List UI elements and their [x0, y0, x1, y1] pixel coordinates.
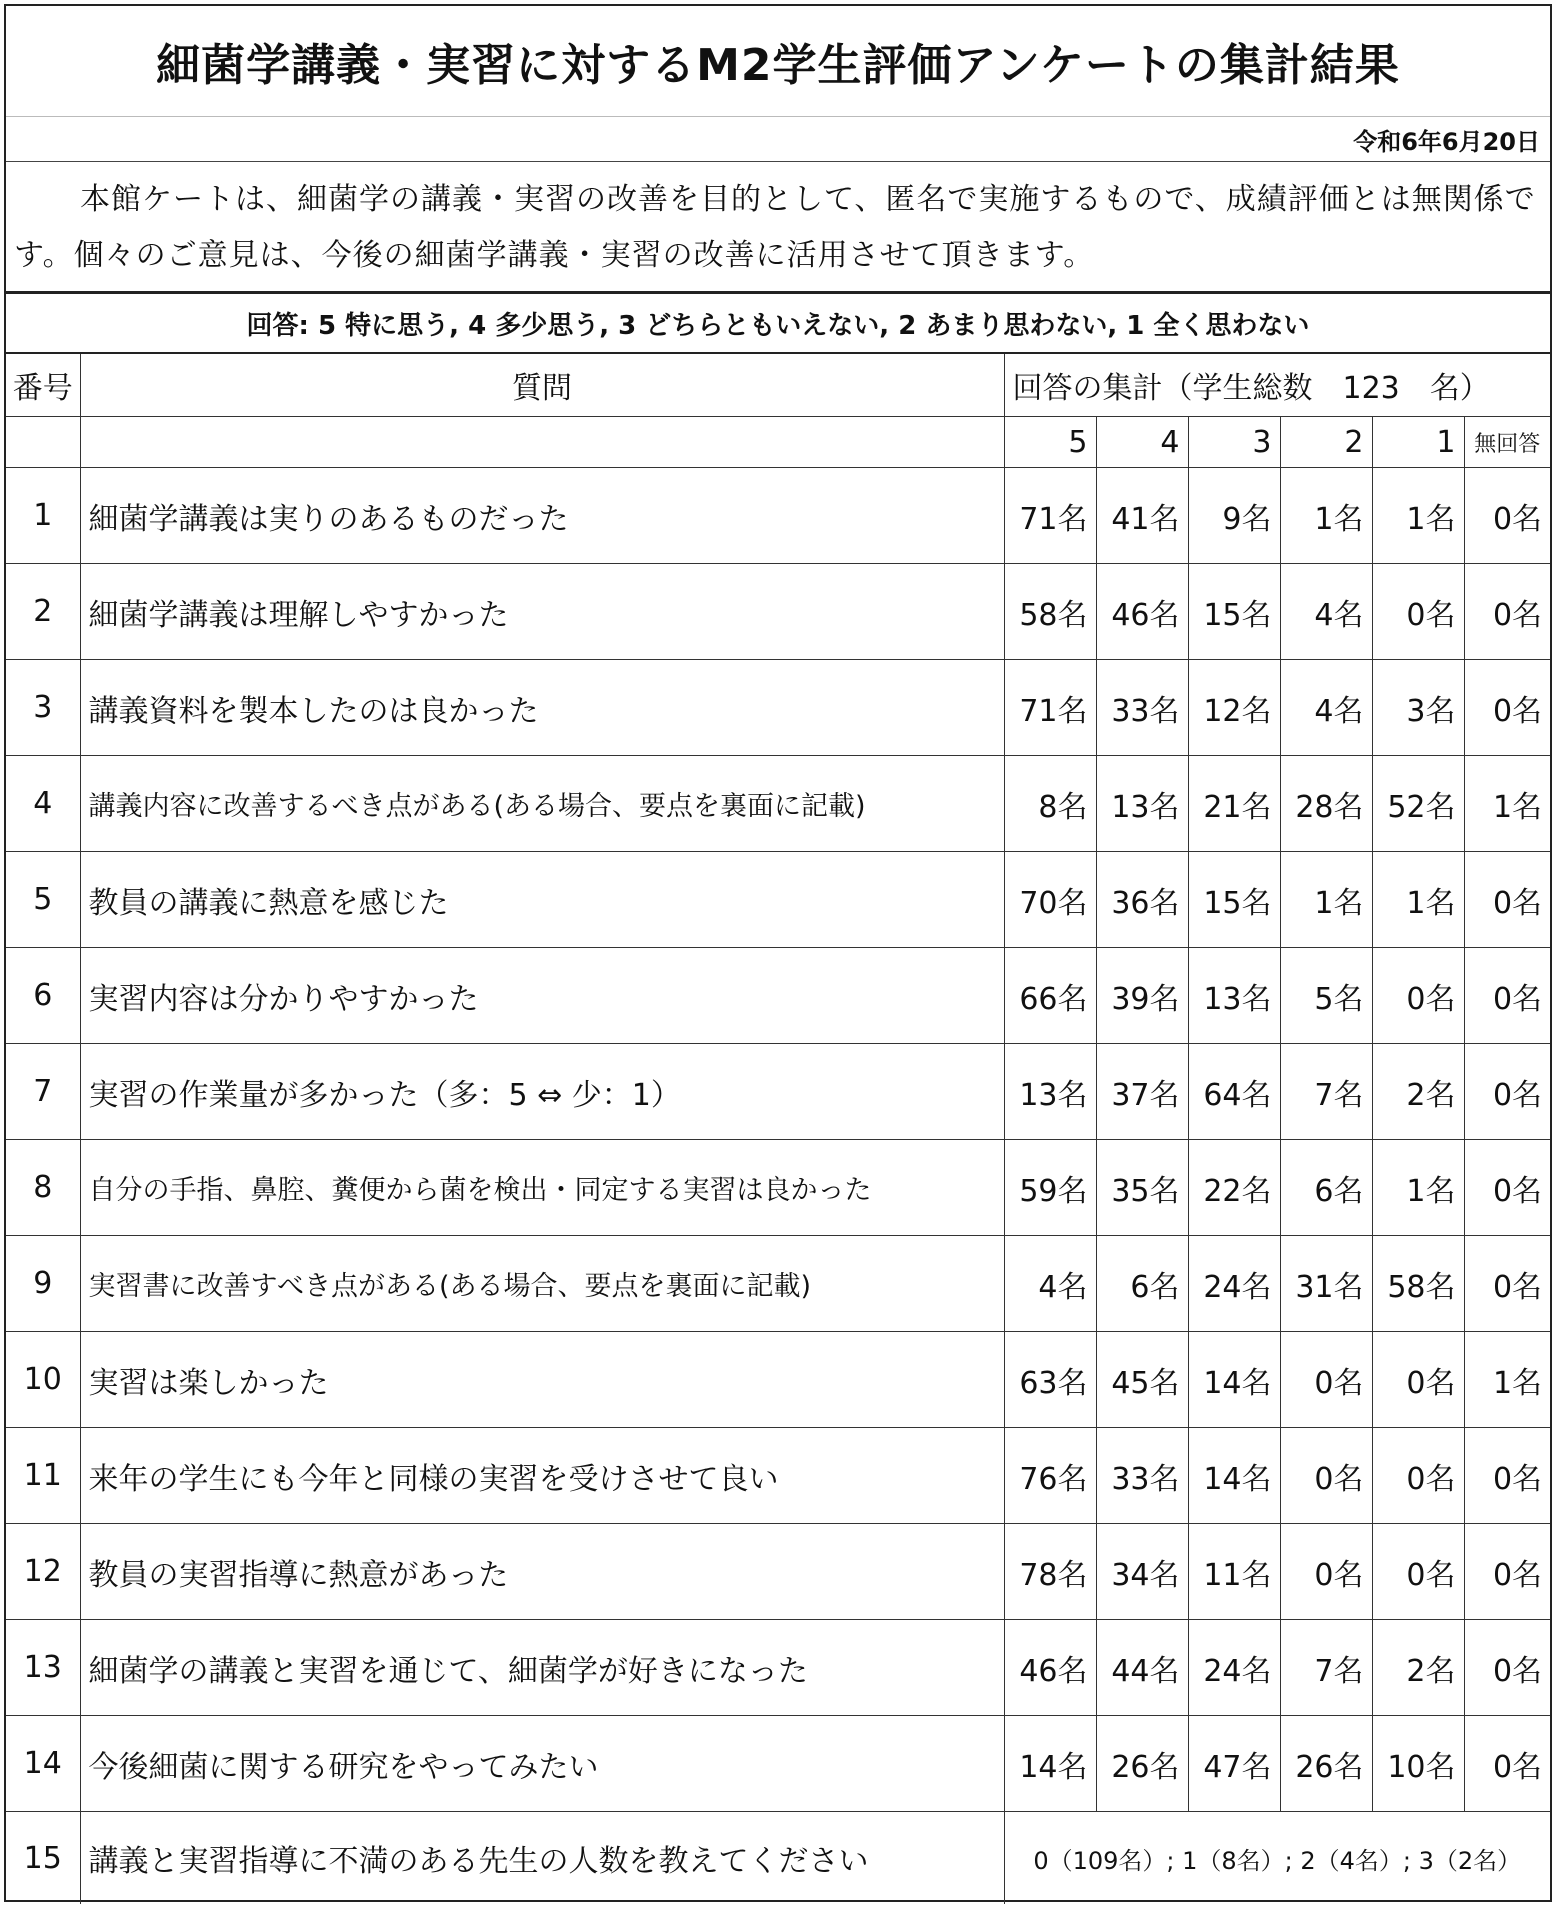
count-2: 1名 — [1280, 852, 1372, 948]
intro-text: 本館ケートは、細菌学の講義・実習の改善を目的として、匿名で実施するもので、成績評価とは無関係です。個々のご意見は、今後の細菌学講義・実習の改善に活用させて頂きます。 — [6, 162, 1550, 294]
count-no-answer: 0名 — [1464, 948, 1550, 1044]
count-2: 26名 — [1280, 1716, 1372, 1812]
count-5: 59名 — [1004, 1140, 1096, 1236]
table-row — [6, 1812, 1550, 1905]
count-1: 0名 — [1372, 948, 1464, 1044]
count-4: 41名 — [1096, 468, 1188, 564]
count-1: 0名 — [1372, 1524, 1464, 1620]
count-2: 0名 — [1280, 1524, 1372, 1620]
table-header-row — [6, 354, 1550, 417]
survey-date: 令和6年6月20日 — [6, 117, 1550, 162]
count-4: 13名 — [1096, 756, 1188, 852]
scale-4: 4 — [1096, 417, 1188, 468]
count-1: 52名 — [1372, 756, 1464, 852]
count-1: 1名 — [1372, 468, 1464, 564]
count-3: 13名 — [1188, 948, 1280, 1044]
count-3: 24名 — [1188, 1236, 1280, 1332]
count-1: 0名 — [1372, 1428, 1464, 1524]
row-question: 講義内容に改善するべき点がある(ある場合、要点を裏面に記載) — [80, 756, 1004, 852]
count-4: 33名 — [1096, 660, 1188, 756]
row-question: 今後細菌に関する研究をやってみたい — [80, 1716, 1004, 1812]
count-no-answer: 0名 — [1464, 1428, 1550, 1524]
count-no-answer: 0名 — [1464, 1044, 1550, 1140]
count-3: 24名 — [1188, 1620, 1280, 1716]
table-row — [6, 1428, 1550, 1524]
count-1: 0名 — [1372, 1332, 1464, 1428]
row-number: 8 — [6, 1140, 80, 1236]
count-3: 11名 — [1188, 1524, 1280, 1620]
table-row — [6, 948, 1550, 1044]
count-1: 2名 — [1372, 1044, 1464, 1140]
row-question: 自分の手指、鼻腔、糞便から菌を検出・同定する実習は良かった — [80, 1140, 1004, 1236]
count-3: 21名 — [1188, 756, 1280, 852]
table-row — [6, 1716, 1550, 1812]
row-question: 来年の学生にも今年と同様の実習を受けさせて良い — [80, 1428, 1004, 1524]
count-5: 71名 — [1004, 468, 1096, 564]
answer-legend: 回答: 5 特に思う, 4 多少思う, 3 どちらともいえない, 2 あまり思わない, 1 全く思わない — [6, 294, 1550, 354]
count-1: 0名 — [1372, 564, 1464, 660]
count-3: 15名 — [1188, 564, 1280, 660]
row-number: 6 — [6, 948, 80, 1044]
count-5: 4名 — [1004, 1236, 1096, 1332]
count-5: 66名 — [1004, 948, 1096, 1044]
count-5: 70名 — [1004, 852, 1096, 948]
count-2: 4名 — [1280, 564, 1372, 660]
count-3: 47名 — [1188, 1716, 1280, 1812]
table-row — [6, 1524, 1550, 1620]
count-no-answer: 0名 — [1464, 1140, 1550, 1236]
count-no-answer: 0名 — [1464, 1620, 1550, 1716]
header-aggregate: 回答の集計（学生総数 123 名） — [1004, 354, 1550, 417]
count-4: 6名 — [1096, 1236, 1188, 1332]
row-question: 実習の作業量が多かった（多：5 ⇔ 少：1） — [80, 1044, 1004, 1140]
count-2: 4名 — [1280, 660, 1372, 756]
row-question: 講義と実習指導に不満のある先生の人数を教えてください — [80, 1812, 1004, 1905]
count-4: 37名 — [1096, 1044, 1188, 1140]
count-2: 5名 — [1280, 948, 1372, 1044]
table-row — [6, 756, 1550, 852]
count-2: 6名 — [1280, 1140, 1372, 1236]
count-1: 3名 — [1372, 660, 1464, 756]
count-4: 39名 — [1096, 948, 1188, 1044]
count-no-answer: 0名 — [1464, 1236, 1550, 1332]
row-question: 実習は楽しかった — [80, 1332, 1004, 1428]
count-no-answer: 0名 — [1464, 468, 1550, 564]
table-row — [6, 564, 1550, 660]
row-number: 10 — [6, 1332, 80, 1428]
count-3: 64名 — [1188, 1044, 1280, 1140]
scale-blank-cell — [80, 417, 1004, 468]
count-5: 63名 — [1004, 1332, 1096, 1428]
row-question: 実習内容は分かりやすかった — [80, 948, 1004, 1044]
page-title: 細菌学講義・実習に対するM2学生評価アンケートの集計結果 — [6, 6, 1550, 117]
count-4: 46名 — [1096, 564, 1188, 660]
count-no-answer: 0名 — [1464, 660, 1550, 756]
row-question: 教員の実習指導に熱意があった — [80, 1524, 1004, 1620]
header-number: 番号 — [6, 354, 80, 417]
count-5: 46名 — [1004, 1620, 1096, 1716]
table-row — [6, 1140, 1550, 1236]
table-row — [6, 660, 1550, 756]
table-row — [6, 1332, 1550, 1428]
row-question: 教員の講義に熱意を感じた — [80, 852, 1004, 948]
row-number: 1 — [6, 468, 80, 564]
row-question: 講義資料を製本したのは良かった — [80, 660, 1004, 756]
count-5: 8名 — [1004, 756, 1096, 852]
count-3: 22名 — [1188, 1140, 1280, 1236]
row-number: 4 — [6, 756, 80, 852]
table-row — [6, 1044, 1550, 1140]
table-row — [6, 1620, 1550, 1716]
count-5: 58名 — [1004, 564, 1096, 660]
row-number: 7 — [6, 1044, 80, 1140]
count-1: 1名 — [1372, 1140, 1464, 1236]
count-no-answer: 0名 — [1464, 1524, 1550, 1620]
row-question: 細菌学講義は理解しやすかった — [80, 564, 1004, 660]
count-4: 36名 — [1096, 852, 1188, 948]
scale-2: 2 — [1280, 417, 1372, 468]
count-3: 12名 — [1188, 660, 1280, 756]
scale-blank-cell — [6, 417, 80, 468]
scale-5: 5 — [1004, 417, 1096, 468]
table-row — [6, 468, 1550, 564]
row-question: 細菌学の講義と実習を通じて、細菌学が好きになった — [80, 1620, 1004, 1716]
row-number: 15 — [6, 1812, 80, 1905]
count-no-answer: 1名 — [1464, 1332, 1550, 1428]
row-number: 3 — [6, 660, 80, 756]
row-number: 14 — [6, 1716, 80, 1812]
count-1: 10名 — [1372, 1716, 1464, 1812]
scale-1: 1 — [1372, 417, 1464, 468]
count-2: 7名 — [1280, 1620, 1372, 1716]
count-4: 44名 — [1096, 1620, 1188, 1716]
count-4: 33名 — [1096, 1428, 1188, 1524]
count-no-answer: 0名 — [1464, 1716, 1550, 1812]
count-4: 34名 — [1096, 1524, 1188, 1620]
count-3: 14名 — [1188, 1332, 1280, 1428]
count-1: 58名 — [1372, 1236, 1464, 1332]
row-question: 細菌学講義は実りのあるものだった — [80, 468, 1004, 564]
count-5: 13名 — [1004, 1044, 1096, 1140]
row-number: 9 — [6, 1236, 80, 1332]
survey-sheet — [4, 4, 1552, 1902]
row-number: 13 — [6, 1620, 80, 1716]
row-number: 2 — [6, 564, 80, 660]
count-4: 45名 — [1096, 1332, 1188, 1428]
count-no-answer: 1名 — [1464, 756, 1550, 852]
row-question: 実習書に改善すべき点がある(ある場合、要点を裏面に記載) — [80, 1236, 1004, 1332]
count-1: 1名 — [1372, 852, 1464, 948]
count-5: 14名 — [1004, 1716, 1096, 1812]
count-2: 31名 — [1280, 1236, 1372, 1332]
count-1: 2名 — [1372, 1620, 1464, 1716]
scale-3: 3 — [1188, 417, 1280, 468]
row-number: 11 — [6, 1428, 80, 1524]
scale-header-row — [6, 417, 1550, 468]
count-5: 78名 — [1004, 1524, 1096, 1620]
scale-no-answer: 無回答 — [1464, 417, 1550, 468]
count-5: 76名 — [1004, 1428, 1096, 1524]
count-no-answer: 0名 — [1464, 564, 1550, 660]
count-5: 71名 — [1004, 660, 1096, 756]
count-2: 28名 — [1280, 756, 1372, 852]
table-row — [6, 1236, 1550, 1332]
count-no-answer: 0名 — [1464, 852, 1550, 948]
row-number: 12 — [6, 1524, 80, 1620]
table-row — [6, 852, 1550, 948]
teacher-dissatisfaction-answer: 0（109名）; 1（8名）; 2（4名）; 3（2名） — [1004, 1812, 1550, 1905]
count-3: 14名 — [1188, 1428, 1280, 1524]
count-3: 15名 — [1188, 852, 1280, 948]
count-2: 7名 — [1280, 1044, 1372, 1140]
count-4: 26名 — [1096, 1716, 1188, 1812]
count-2: 0名 — [1280, 1332, 1372, 1428]
header-question: 質問 — [80, 354, 1004, 417]
row-number: 5 — [6, 852, 80, 948]
count-2: 0名 — [1280, 1428, 1372, 1524]
count-3: 9名 — [1188, 468, 1280, 564]
results-table — [6, 354, 1550, 1904]
count-2: 1名 — [1280, 468, 1372, 564]
count-4: 35名 — [1096, 1140, 1188, 1236]
